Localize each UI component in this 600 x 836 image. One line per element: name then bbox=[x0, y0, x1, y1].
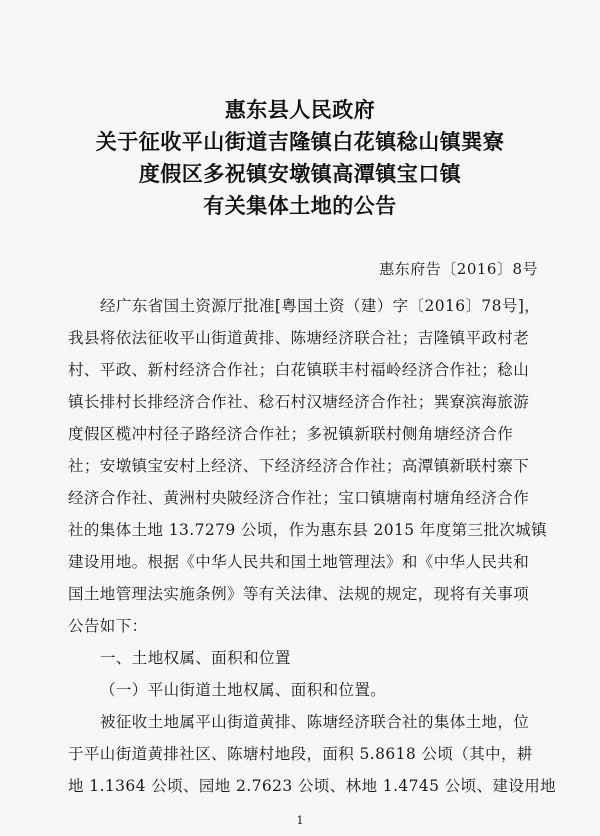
page-number: 1 bbox=[296, 814, 304, 827]
section-heading: 一、土地权属、面积和位置 bbox=[100, 649, 291, 667]
body-line: 我县将依法征收平山街道黄排、陈塘经济联合社；吉隆镇平政村老 bbox=[68, 329, 530, 347]
body-line: 国土地管理法实施条例》等有关法律、法规的规定，现将有关事项 bbox=[68, 585, 530, 603]
body-line: 社；安墩镇宝安村上经济、下经济经济合作社；高潭镇新联村寨下 bbox=[68, 457, 530, 475]
title-line-2: 关于征收平山街道吉隆镇白花镇稔山镇巽寮 bbox=[95, 129, 505, 154]
body-line: 村、平政、新村经济合作社；白花镇联丰村福岭经济合作社；稔山 bbox=[68, 361, 530, 379]
body-line: 建设用地。根据《中华人民共和国土地管理法》和《中华人民共和 bbox=[68, 553, 530, 571]
body-line: 经济合作社、黄洲村央陂经济合作社；宝口镇塘南村塘角经济合作 bbox=[68, 489, 530, 507]
body-line: 度假区榄冲村径子路经济合作社；多祝镇新联村侧角塘经济合作 bbox=[68, 425, 514, 443]
body-line: 被征收土地属平山街道黄排、陈塘经济联合社的集体土地，位 bbox=[100, 713, 530, 731]
subsection-heading: （一）平山街道土地权属、面积和位置。 bbox=[100, 681, 387, 699]
document-number: 惠东府告〔2016〕8号 bbox=[379, 260, 538, 278]
body-line: 镇长排村长排经济合作社、稔石村汉塘经济合作社；巽寮滨海旅游 bbox=[68, 393, 530, 411]
body-line: 经广东省国土资源厅批准[粤国土资（建）字〔2016〕78号]， bbox=[100, 297, 541, 315]
body-line: 地 1.1364 公顷、园地 2.7623 公顷、林地 1.4745 公顷、建设用地 bbox=[68, 777, 557, 795]
title-line-1: 惠东县人民政府 bbox=[224, 97, 376, 122]
title-line-3: 度假区多祝镇安墩镇高潭镇宝口镇 bbox=[138, 161, 462, 186]
body-line: 公告如下： bbox=[68, 617, 148, 635]
body-line: 社的集体土地 13.7279 公顷，作为惠东县 2015 年度第三批次城镇 bbox=[68, 521, 548, 539]
body-paragraph bbox=[68, 0, 557, 836]
title-line-4: 有关集体土地的公告 bbox=[203, 193, 397, 218]
body-line: 于平山街道黄排社区、陈塘村地段，面积 5.8618 公顷（其中，耕 bbox=[68, 745, 533, 763]
